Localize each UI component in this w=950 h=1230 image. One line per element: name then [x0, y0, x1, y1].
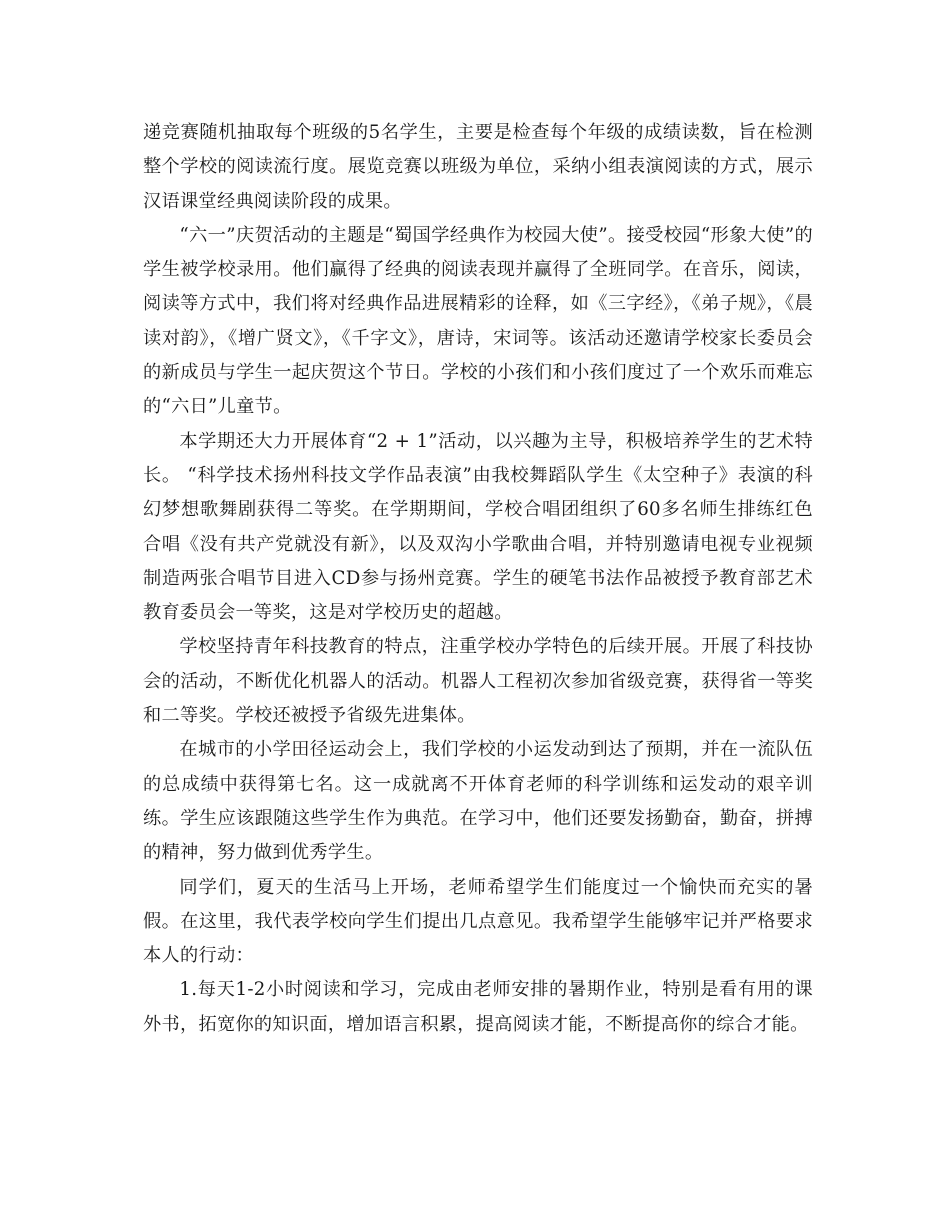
- paragraph-2: “六一”庆贺活动的主题是“蜀国学经典作为校园大使”。接受校园“形象大使”的学生被学校录用。他们赢得了经典的阅读表现并赢得了全班同学。在音乐，阅读，阅读等方式中，我们将对经典作品进展精彩的诠释，如《三字经》，《弟子规》，《晨读对韵》，《增广贤文》，《千字文》，唐诗，宋词等。该活动还邀请学校家长委员会的新成员与学生一起庆贺这个节日。学校的小孩们和小孩们度过了一个欢乐而难忘的“六日”儿童节。: [143, 224, 813, 418]
- paragraph-1: 递竞赛随机抽取每个班级的5名学生，主要是检查每个年级的成绩读数，旨在检测整个学校的阅读流行度。展览竞赛以班级为单位，采纳小组表演阅读的方式，展示汉语课堂经典阅读阶段的成果。: [143, 122, 813, 212]
- paragraph-7: 1.每天1-2小时阅读和学习，完成由老师安排的暑期作业，特别是看有用的课外书，拓宽你的知识面，增加语言积累，提高阅读才能，不断提高你的综合才能。: [143, 979, 813, 1035]
- document-body: [143, 116, 813, 1042]
- paragraph-4: 学校坚持青年科技教育的特点，注重学校办学特色的后续开展。开展了科技协会的活动，不断优化机器人的活动。机器人工程初次参加省级竞赛，获得省一等奖和二等奖。学校还被授予省级先进集体。: [143, 636, 813, 727]
- paragraph-3: 本学期还大力开展体育“2 + 1”活动，以兴趣为主导，积极培养学生的艺术特长。 “科学技术扬州科技文学作品表演”由我校舞蹈队学生《太空种子》表演的科幻梦想歌舞剧获得二等奖。在学期期间，学校合唱团组织了60多名师生排练红色合唱《没有共产党就没有新》，以及双沟小学歌曲合唱，并特别邀请电视专业视频制造两张合唱节目进入CD参与扬州竞赛。学生的硬笔书法作品被授予教育部艺术教育委员会一等奖，这是对学校历史的超越。: [143, 430, 813, 624]
- paragraph-6: 同学们，夏天的生活马上开场，老师希望学生们能度过一个愉快而充实的暑假。在这里，我代表学校向学生们提出几点意见。我希望学生能够牢记并严格要求本人的行动：: [143, 876, 813, 967]
- paragraph-5: 在城市的小学田径运动会上，我们学校的小运发动到达了预期，并在一流队伍的总成绩中获得第七名。这一成就离不开体育老师的科学训练和运发动的艰辛训练。学生应该跟随这些学生作为典范。在学习中，他们还要发扬勤奋，勤奋，拼搏的精神，努力做到优秀学生。: [143, 739, 813, 864]
